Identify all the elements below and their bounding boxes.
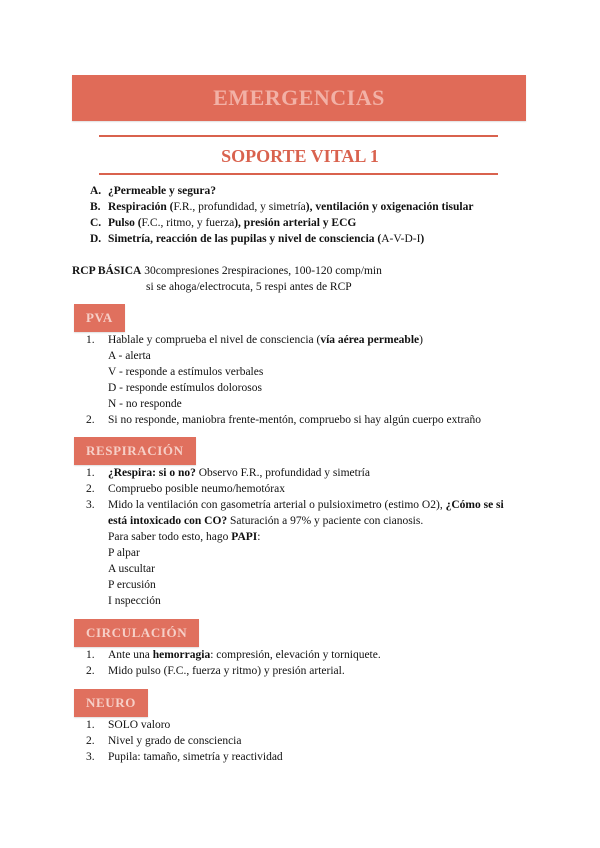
papi-item: I nspección xyxy=(108,595,161,607)
list-item xyxy=(86,412,481,428)
papi-intro xyxy=(86,529,504,545)
abcd-bold: ), ventilación y oxigenación tisular xyxy=(305,201,474,213)
item-bold: está intoxicado con CO? xyxy=(108,515,228,527)
list-item-continued xyxy=(86,513,504,529)
item-text: SOLO valoro xyxy=(108,719,171,731)
abcd-normal: F.R., profundidad, y simetría xyxy=(173,201,306,213)
papi-item: P ercusión xyxy=(108,579,156,591)
abcd-bold: ), presión arterial y ECG xyxy=(234,217,357,229)
section-tag-pva: PVA xyxy=(74,304,125,332)
list-item xyxy=(86,481,504,497)
respiracion-list xyxy=(86,465,504,609)
abcd-item-c xyxy=(90,215,473,231)
list-item xyxy=(86,717,283,733)
list-item xyxy=(86,332,481,348)
abcd-bold: Simetría, reacción de las pupilas y nivel de consciencia ( xyxy=(108,233,382,245)
section-subtitle: SOPORTE VITAL 1 xyxy=(221,146,379,166)
abcd-item-d xyxy=(90,231,473,247)
section-tag-respiracion: RESPIRACIÓN xyxy=(74,437,196,465)
item-text: : compresión, elevación y torniquete. xyxy=(210,649,381,661)
item-text: Observo F.R., profundidad y simetría xyxy=(195,467,370,479)
scale-item: N - no responde xyxy=(108,398,182,410)
item-number: 3. xyxy=(86,751,95,763)
abcd-bold: Respiración ( xyxy=(108,201,174,213)
abcd-item-a xyxy=(90,183,473,199)
section-tag-neuro: NEURO xyxy=(74,689,148,717)
item-number: 1. xyxy=(86,334,95,346)
rcp-block xyxy=(72,263,382,295)
papi-item: A uscultar xyxy=(108,563,155,575)
divider-top xyxy=(99,135,498,137)
abcd-normal: F.C., ritmo, y fuerza xyxy=(141,217,235,229)
rcp-text: 30compresiones 2respiraciones, 100-120 comp/min xyxy=(144,265,382,277)
abcd-letter: B. xyxy=(90,201,101,213)
item-text: Compruebo posible neumo/hemotórax xyxy=(108,483,285,495)
abcd-list xyxy=(90,183,473,247)
scale-item: V - responde a estímulos verbales xyxy=(108,366,264,378)
abcd-letter: A. xyxy=(90,185,102,197)
item-bold: ¿Cómo se si xyxy=(445,499,504,511)
abcd-item-b xyxy=(90,199,473,215)
item-text: Hablale y comprueba el nivel de consciencia ( xyxy=(108,334,321,346)
item-text: Ante una xyxy=(108,649,153,661)
item-bold: PAPI xyxy=(231,531,258,543)
item-text: Pupila: tamaño, simetría y reactividad xyxy=(108,751,283,763)
item-bold: hemorragia xyxy=(152,649,211,661)
item-number: 2. xyxy=(86,735,95,747)
item-number: 2. xyxy=(86,414,95,426)
rcp-line-1 xyxy=(72,263,382,279)
item-text: Saturación a 97% y paciente con cianosis. xyxy=(227,515,424,527)
abcd-bold: ) xyxy=(420,233,425,245)
list-item xyxy=(86,647,381,663)
item-text: Mido pulso (F.C., fuerza y ritmo) y presión arterial. xyxy=(108,665,345,677)
circulacion-list xyxy=(86,647,381,679)
abcd-bold: ¿Permeable y segura? xyxy=(108,185,216,197)
item-text: Mido la ventilación con gasometría arterial o pulsioximetro (estimo O2), xyxy=(108,499,446,511)
papi-item: P alpar xyxy=(108,547,140,559)
rcp-line-2: si se ahoga/electrocuta, 5 respi antes de RCP xyxy=(146,281,352,293)
abcd-normal: A-V-D-I xyxy=(381,233,421,245)
item-number: 1. xyxy=(86,467,95,479)
list-item xyxy=(86,663,381,679)
list-item xyxy=(86,733,283,749)
item-text: Nivel y grado de consciencia xyxy=(108,735,242,747)
item-number: 1. xyxy=(86,649,95,661)
pva-list xyxy=(86,332,481,428)
divider-bottom xyxy=(99,173,498,175)
item-number: 2. xyxy=(86,665,95,677)
list-item xyxy=(86,749,283,765)
title-banner xyxy=(72,75,526,121)
item-number: 3. xyxy=(86,499,95,511)
item-bold: vía aérea permeable xyxy=(320,334,420,346)
abcd-letter: D. xyxy=(90,233,102,245)
rcp-label: RCP BÁSICA xyxy=(72,265,142,277)
page-title: EMERGENCIAS xyxy=(213,85,385,110)
item-bold: ¿Respira: si o no? xyxy=(108,467,196,479)
abcd-bold: Pulso ( xyxy=(108,217,142,229)
item-text: : xyxy=(257,531,261,543)
neuro-list xyxy=(86,717,283,765)
abcd-letter: C. xyxy=(90,217,102,229)
list-item xyxy=(86,497,504,513)
item-text: Para saber todo esto, hago xyxy=(108,531,232,543)
list-item xyxy=(86,465,504,481)
scale-item: D - responde estímulos dolorosos xyxy=(108,382,262,394)
item-text: ) xyxy=(419,334,423,346)
section-tag-circulacion: CIRCULACIÓN xyxy=(74,619,199,647)
scale-item: A - alerta xyxy=(108,350,151,362)
item-text: Si no responde, maniobra frente-mentón, compruebo si hay algún cuerpo extraño xyxy=(108,414,481,426)
item-number: 2. xyxy=(86,483,95,495)
item-number: 1. xyxy=(86,719,95,731)
